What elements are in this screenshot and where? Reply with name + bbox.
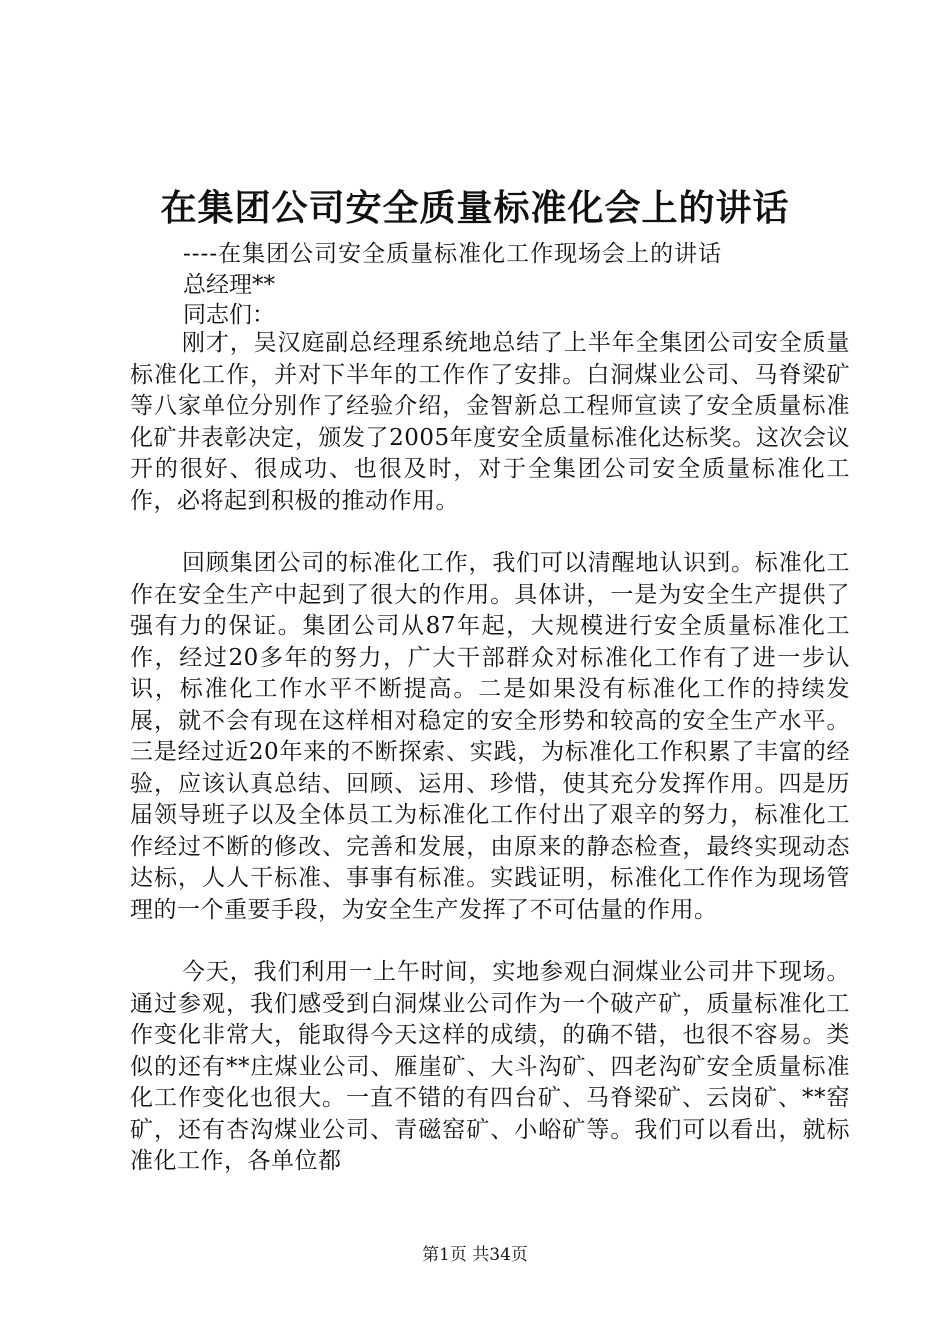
paragraph-3: 今天，我们利用一上午时间，实地参观白洞煤业公司井下现场。通过参观，我们感受到白洞煤业公司作为一个破产矿，质量标准化工作变化非常大，能取得今天这样的成绩，的确不错，也很不容易。类似的还有**庄煤业公司、雁崖矿、大斗沟矿、四老沟矿安全质量标准化工作变化也很大。一直不错的有四台矿、马脊梁矿、云岗矿、**窑矿，还有杏沟煤业公司、青磁窑矿、小峪矿等。我们可以看出，就标准化工作，各单位都 xyxy=(130,959,850,1174)
paragraph-1: 刚才，吴汉庭副总经理系统地总结了上半年全集团公司安全质量标准化工作，并对下半年的工作作了安排。白洞煤业公司、马脊梁矿等八家单位分别作了经验介绍，金智新总工程师宣读了安全质量标准化矿井表彰决定，颁发了2005年度安全质量标准化达标奖。这次会议开的很好、很成功、也很及时，对于全集团公司安全质量标准化工作，必将起到积极的推动作用。 xyxy=(130,330,850,514)
document-subtitle: ----在集团公司安全质量标准化工作现场会上的讲话 xyxy=(183,241,723,267)
document-body xyxy=(130,328,850,1209)
document-title: 在集团公司安全质量标准化会上的讲话 xyxy=(160,187,790,229)
salutation: 同志们： xyxy=(183,302,275,328)
paragraph-2: 回顾集团公司的标准化工作，我们可以清醒地认识到。标准化工作在安全生产中起到了很大的作用。具体讲，一是为安全生产提供了强有力的保证。集团公司从87年起，大规模进行安全质量标准化工作，经过20多年的努力，广大干部群众对标准化工作有了进一步认识，标准化工作水平不断提高。二是如果没有标准化工作的持续发展，就不会有现在这样相对稳定的安全形势和较高的安全生产水平。三是经过近20年来的不断探索、实践，为标准化工作积累了丰富的经验，应该认真总结、回顾、运用、珍惜，使其充分发挥作用。四是历届领导班子以及全体员工为标准化工作付出了艰辛的努力，标准化工作经过不断的修改、完善和发展，由原来的静态检查，最终实现动态达标，人人干标准、事事有标准。实践证明，标准化工作作为现场管理的一个重要手段，为安全生产发挥了不可估量的作用。 xyxy=(130,550,850,923)
document-author: 总经理** xyxy=(183,272,275,298)
page-footer: 第1页 共34页 xyxy=(422,1245,528,1265)
